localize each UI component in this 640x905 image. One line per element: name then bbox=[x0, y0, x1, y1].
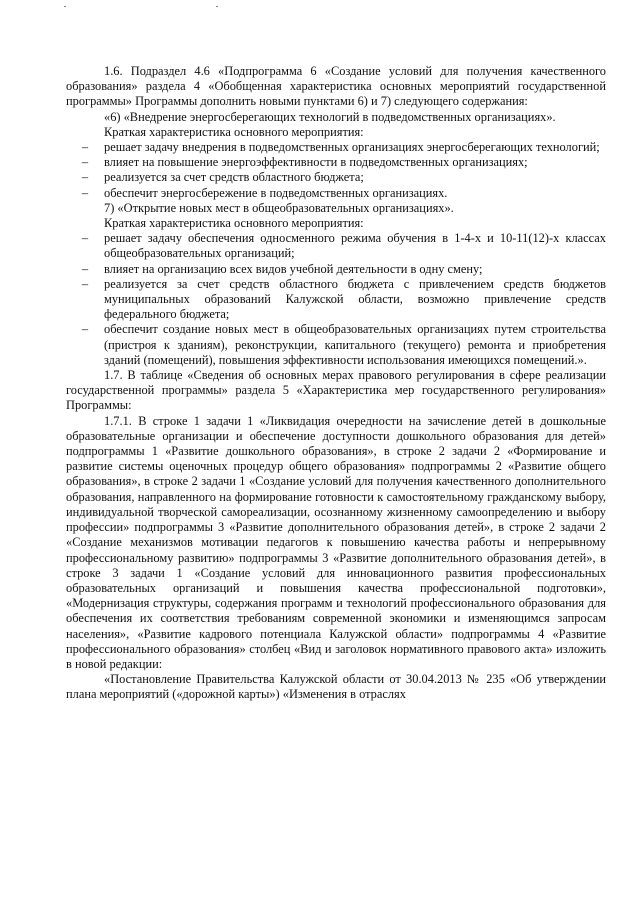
list-item bbox=[66, 155, 606, 170]
scan-speck bbox=[64, 6, 66, 7]
dash-bullet: – bbox=[81, 276, 89, 291]
list-item bbox=[66, 186, 606, 201]
list-item bbox=[66, 277, 606, 323]
dash-bullet: – bbox=[81, 155, 89, 170]
paragraph: 1.7.1. В строке 1 задачи 1 «Ликвидация очередности на зачисление детей в дошкольные образовательные организации и обеспечение доступности дошкольного образования для детей» подпрограммы 1 «Развитие дошкольного образования», в строке 2 задачи 2 «Формирование и развитие системы оценочных процедур общего образования» подпрограммы 2 «Развитие общего образования», в строке 2 задачи 1 «Создание условий для получения качественного дополнительного образования, направленного на формирование готовности к самостоятельному гражданскому выбору, индивидуальной творческой самореализации, осознанному жизненному самоопределению и выбору профессии» подпрограммы 3 «Развитие дополнительного образования детей», в строке 2 задачи 2 «Создание механизмов мотивации педагогов к повышению качества работы и непрерывному профессиональному развитию» подпрограммы 3 «Развитие дополнительного образования детей», в строке 3 задачи 1 «Создание условий для инновационного развития профессиональных образовательных организаций и повышения качества профессиональной подготовки», «Модернизация структуры, содержания программ и технологий профессионального образования для обеспечения их соответствия требованиям современной экономики и изменяющимся запросам населения», «Развитие кадрового потенциала Калужской области» подпрограммы 4 «Развитие профессионального образования» столбец «Вид и заголовок нормативного правового акта» изложить в новой редакции: bbox=[66, 413, 606, 671]
list-item-text: обеспечит энергосбережение в подведомственных организациях. bbox=[104, 185, 448, 200]
list-item bbox=[66, 231, 606, 261]
list-item-text: обеспечит создание новых мест в общеобразовательных организациях путем строительства (пристроя к зданиям), реконструкции, капитального (текущего) ремонта и приобретения зданий (помещений), повышения эффективности использования имеющихся помещений.». bbox=[104, 322, 606, 367]
paragraph: 7) «Открытие новых мест в общеобразовательных организациях». bbox=[104, 200, 454, 215]
scan-speck bbox=[216, 6, 218, 7]
list-item bbox=[66, 322, 606, 368]
list-item-text: решает задачу внедрения в подведомственных организациях энергосберегающих технологий; bbox=[104, 140, 600, 155]
list-item bbox=[66, 170, 606, 185]
list-item-text: влияет на организацию всех видов учебной деятельности в одну смену; bbox=[104, 261, 483, 276]
list-item-text: влияет на повышение энергоэффективности в подведомственных организациях; bbox=[104, 155, 528, 170]
dash-bullet: – bbox=[81, 170, 89, 185]
paragraph: 1.6. Подраздел 4.6 «Подпрограмма 6 «Создание условий для получения качественного образования» раздела 4 «Обобщенная характеристика основных мероприятий государственной программы» Программы дополнить новыми пунктами 6) и 7) следующего содержания: bbox=[66, 64, 606, 109]
paragraph: «Постановление Правительства Калужской области от 30.04.2013 № 235 «Об утверждении плана мероприятий («дорожной карты») «Изменения в отраслях bbox=[66, 672, 606, 702]
list-item-text: реализуется за счет средств областного бюджета с привлечением средств бюджетов муниципальных образований Калужской области, возможно привлечение средств федерального бюджета; bbox=[104, 276, 606, 322]
paragraph: 1.7. В таблице «Сведения об основных мерах правового регулирования в сфере реализации государственной программы» раздела 5 «Характеристика мер государственного регулирования» Программы: bbox=[66, 368, 606, 413]
list-item-text: решает задачу обеспечения односменного режима обучения в 1-4-х и 10-11(12)-х классах общеобразовательных организаций; bbox=[104, 231, 606, 261]
list-item bbox=[66, 140, 606, 155]
dash-bullet: – bbox=[81, 231, 89, 246]
dash-bullet: – bbox=[81, 185, 89, 200]
list-item-text: реализуется за счет средств областного бюджета; bbox=[104, 170, 364, 185]
paragraph: Краткая характеристика основного мероприятия: bbox=[104, 124, 364, 139]
dash-bullet: – bbox=[81, 261, 89, 276]
list-item bbox=[66, 262, 606, 277]
dash-bullet: – bbox=[81, 140, 89, 155]
paragraph: «6) «Внедрение энергосберегающих технологий в подведомственных организациях». bbox=[104, 109, 556, 124]
dash-bullet: – bbox=[81, 322, 89, 337]
paragraph: Краткая характеристика основного мероприятия: bbox=[104, 216, 364, 231]
document-page bbox=[66, 64, 606, 703]
